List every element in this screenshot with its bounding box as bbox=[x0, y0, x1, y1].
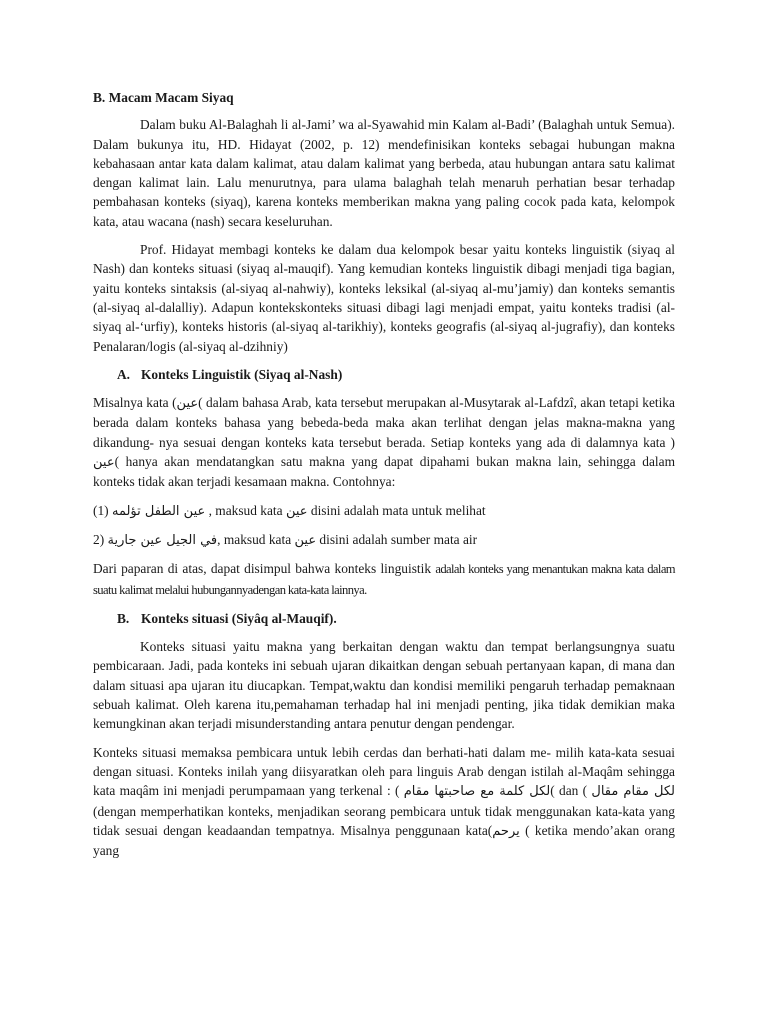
arabic-word: يرحم bbox=[492, 823, 520, 839]
text-segment: disini adalah mata untuk melihat bbox=[307, 502, 486, 518]
text-segment: , maksud kata bbox=[217, 531, 295, 547]
text-segment: ( dan ( bbox=[550, 783, 592, 799]
arabic-phrase: لكل كلمة مع صاحبتها مقام bbox=[403, 784, 551, 800]
arabic-word: عين bbox=[285, 503, 308, 519]
text-segment: Dari paparan di atas, dapat disimpul bahwa konteks linguistik bbox=[93, 561, 436, 577]
subheading-title: Konteks situasi (Siyâq al-Mauqif). bbox=[141, 610, 337, 626]
paragraph-linguistic-conclusion bbox=[93, 559, 675, 600]
subheading-title: Konteks Linguistik (Siyaq al-Nash) bbox=[141, 366, 343, 382]
arabic-word: عين bbox=[176, 396, 199, 412]
example-number: (1) bbox=[93, 502, 112, 518]
section-heading: B. Macam Macam Siyaq bbox=[93, 90, 234, 105]
example-line-1 bbox=[93, 501, 675, 521]
arabic-word: عين bbox=[93, 455, 115, 471]
arabic-word: عين bbox=[294, 532, 317, 548]
example-line-2 bbox=[93, 530, 675, 550]
arabic-sentence: في الجيل عين جارية bbox=[107, 532, 218, 548]
text-segment: disini adalah sumber mata air bbox=[316, 531, 478, 547]
text-segment: ( dalam bahasa Arab, kata tersebut merupakan al-Musytarak al-Lafdzî, akan tetapi ketika berada dalam konteks bahasa yang bebeda-beda maka akan terlihat dengan jelas makna-makna yang dikandung- nya sesuai dengan konteks kata tersebut berada. Setiap konteks yang ada di dalamnya kata ) bbox=[93, 395, 676, 450]
text-segment: Konteks situasi memaksa pembicara untuk lebih cerdas dan berhati-hati dalam me- milih kata-kata sesuai dengan situasi. Konteks inilah yang diisyaratkan oleh para linguis Arab dengan istilah al-Maqâm sehingga kata maqâm ini menjadi perumpamaan yang terkenal : ( bbox=[93, 744, 675, 799]
subheading-number: A. bbox=[117, 366, 131, 382]
paragraph-maqam bbox=[93, 743, 675, 861]
paragraph-ain-example-intro bbox=[93, 393, 675, 491]
text-segment: ( ketika mendo’akan orang yang bbox=[93, 822, 675, 859]
text-segment: ( hanya akan mendatangkan satu makna yang dapat dipahami bukan makna lain, sehingga dalam konteks tidak akan terjadi kesamaan makna. Contohnya: bbox=[93, 454, 675, 490]
example-number: 2) bbox=[93, 531, 108, 547]
text-segment: (dengan memperhatikan konteks, menjadikan seorang pembicara untuk tidak menggunakan kata-kata yang tidak sesuai dengan keadaandan tempatnya. Misalnya penggunaan kata( bbox=[93, 803, 675, 838]
paragraph-balaghah-definition: Dalam buku Al-Balaghah li al-Jami’ wa al-Syawahid min Kalam al-Badi’ (Balaghah untuk Semua). Dalam bukunya itu, HD. Hidayat (2002, p. 12) mendefinisikan konteks sebagai hubungan makna kebahasaan antar kata dalam kalimat, atau dalam kalimat yang berbeda, atau hubungan antara satu kalimat dengan kalimat lain. Lalu menurutnya, para ulama balaghah telah menaruh perhatian besar terhadap pembahasan konteks (siyaq), karena konteks memberikan makna yang paling cocok pada kata, kelompok kata, atau wacana (nash) secara keseluruhan. bbox=[93, 117, 675, 229]
arabic-sentence: عين الطفل تؤلمه bbox=[111, 503, 206, 519]
text-segment: Misalnya kata ( bbox=[93, 395, 177, 411]
subheading-number: B. bbox=[117, 610, 130, 626]
paragraph-context-division: Prof. Hidayat membagi konteks ke dalam dua kelompok besar yaitu konteks linguistik (siyaq al Nash) dan konteks situasi (siyaq al-mauqif). Yang kemudian konteks linguistik dibagi menjadi tiga bagian, yaitu konteks sintaksis (al-siyaq al-nahwiy), konteks leksikal (al-siyaq al-mu’jamiy) dan konteks semantis (al-siyaq al-dalalliy). Adapun kontekskonteks situasi dibagi lagi menjadi empat, yaitu konteks tradisi (al-siyaq al-‘urfiy), konteks historis (al-siyaq al-tarikhiy), konteks geografis (al-siyaq al-jugrafiy), dan konteks Penalaran/logis (al-siyaq al-dzihniy) bbox=[93, 242, 675, 354]
arabic-phrase: لكل مقام مقال bbox=[591, 784, 676, 800]
subheading-konteks-situasi bbox=[117, 609, 675, 628]
text-segment: , maksud kata bbox=[205, 502, 286, 518]
subheading-konteks-linguistik bbox=[117, 365, 675, 384]
paragraph-situation-context: Konteks situasi yaitu makna yang berkaitan dengan waktu dan tempat berlangsungnya suatu pembicaraan. Jadi, pada konteks ini sebuah ujaran dikaitkan dengan sebuah pertanyaan kapan, di mana dan dalam situasi apa ujaran itu diucapkan. Tempat,waktu dan kondisi memiliki pengaruh terhadap pemaknaan sebuah kalimat. Oleh karena itu,pemahaman terhadap hal ini menjadi penting, jika tidak demikian maka kemungkinan akan terjadi misunderstanding antara penutur dengan pendengar. bbox=[93, 639, 675, 732]
text-segment-condensed: adalah konteks yang menantukan makna kata dalam suatu kalimat melalui hubungannyadengan kata-kata lainnya. bbox=[93, 562, 676, 597]
